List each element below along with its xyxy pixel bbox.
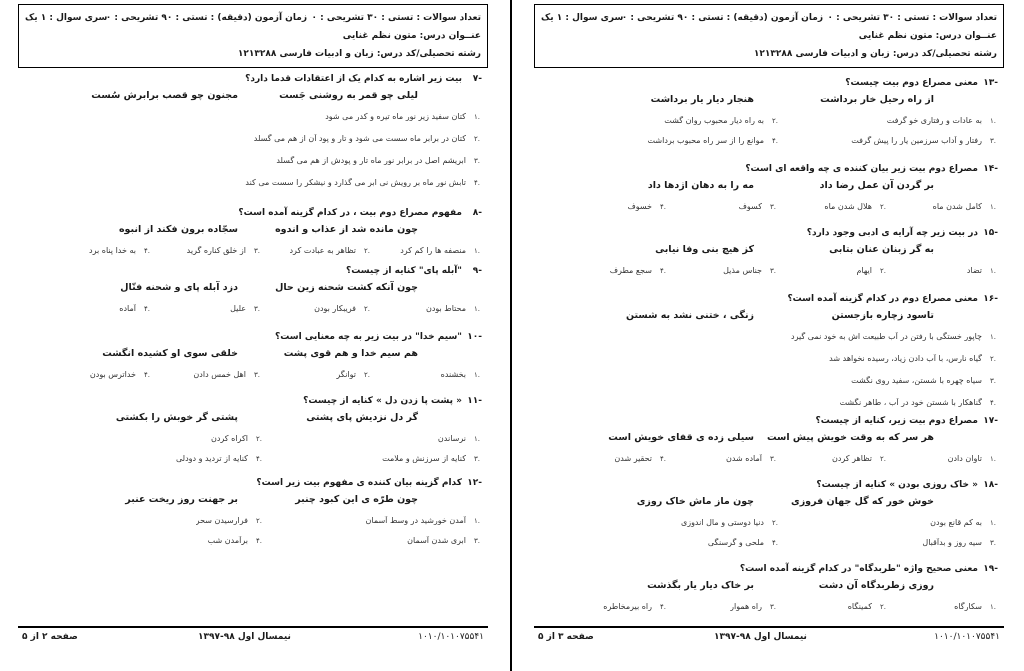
option-number: ۲. [880,603,886,611]
answer-option: سکارگاه [954,602,982,611]
answer-option: تظاهر کردن [831,454,872,463]
option-number: ۱. [990,603,996,611]
option-number: ۲. [880,267,886,275]
answer-option: سجع مطرف [609,266,652,275]
verse-first-hemistich: گر دل نزدیش پای پشتی [306,412,418,423]
footer-rule [18,626,488,628]
question-number: ۱۲- [467,478,482,488]
series-label: سری سوال : ۱ یک [25,13,108,23]
option-number: ۳. [254,305,260,313]
question-text: مصراع دوم بیت زیر، کنایه از چیست؟ [815,416,978,426]
footer-rule [534,626,1004,628]
answer-option: برآمدن شب [207,536,248,545]
option-number: ۴. [660,267,666,275]
answer-option: فریبکار بودن [314,304,356,313]
question-text: معنی مصراع دوم بیت چیست؟ [845,78,978,88]
answer-option: خداترس بودن [89,370,136,379]
answer-option: بخشنده [440,370,466,379]
answer-option: جناس مذیل [723,266,762,275]
question-number: ۱۷- [983,416,998,426]
exam-page-3 [534,4,1004,664]
answer-option: تحقیر شدن [614,454,652,463]
question-number: ۱۱- [467,396,482,406]
verse-second-hemistich: بر جهنت روز ریخت عنبر [125,494,238,505]
verse-second-hemistich: زنگی ، ختنی نشد به شستن [625,310,754,321]
verse-first-hemistich: از راه رحیل خار برداشت [820,94,934,105]
answer-option: کتان سفید زیر نور ماه تیره و کدر می شود [325,112,466,121]
option-number: ۴. [660,455,666,463]
exam-code: ۱۰۱۰/۱۰۱۰۷۵۵۴۱ [418,632,484,642]
option-number: ۱. [474,435,480,443]
answer-option: کامل شدن ماه [932,202,982,211]
option-number: ۱. [474,517,480,525]
answer-option: تاوان دادن [947,454,982,463]
verse-first-hemistich: هر سر که به وقت خویش پیش است [766,432,934,443]
answer-option: محتاط بودن [425,304,466,313]
answer-option: اهل خمس دادن [193,370,246,379]
verse-first-hemistich: روزی زطربدگاه آن دشت [818,580,934,591]
answer-option: آمدن خورشید در وسط آسمان [365,516,466,525]
verse-second-hemistich: سیلی زده ی قفای خویش است [608,432,754,443]
option-number: ۱. [990,455,996,463]
option-number: ۳. [770,203,776,211]
answer-option: موانع را از سر راه محبوب برداشت [647,136,764,145]
question-count: تعداد سوالات : تستی : ۳۰ تشریحی : ۰ [827,13,997,23]
answer-option: تابش نور ماه بر رویش نی ابر می گذارد و نیشکر را سست می کند [245,178,466,187]
answer-option: ابریشم اصل در برابر نور ماه تار و پودش از هم می گسلد [276,156,466,165]
answer-option: به خدا پناه برد [89,246,136,255]
question-number: ۱۶- [983,294,998,304]
option-number: ۳. [770,267,776,275]
header-frame [534,4,1004,68]
answer-option: به راه دیار محبوب روان گشت [664,116,764,125]
question-text: « خاک روزی بودن » کنایه از چیست؟ [816,480,978,490]
term-label: نیمسال اول ۹۸-۱۳۹۷ [198,632,291,642]
option-number: ۲. [364,305,370,313]
exam-code: ۱۰۱۰/۱۰۱۰۷۵۵۴۱ [934,632,1000,642]
exam-time: زمان آزمون (دقیقه) : تستی : ۹۰ تشریحی : ۰ [105,13,307,23]
option-number: ۳. [254,247,260,255]
verse-second-hemistich: دزد آبله پای و شحنه فتّال [120,282,238,293]
field-code: رشته تحصیلی/کد درس: زبان و ادبیات فارسی ۱۲۱۳۲۸۸ [753,49,997,59]
verse-first-hemistich: چون طرّه ی این کبود چنبر [295,494,418,505]
page-number: صفحه ۲ از ۵ [22,632,78,642]
course-title: عنــوان درس: متون نظم غنایی [342,31,481,41]
answer-option: رفتار و آداب سرزمین یار را پیش گرفت [851,136,982,145]
option-number: ۱. [474,113,480,121]
option-number: ۲. [364,247,370,255]
question-number: ۱۹- [983,564,998,574]
option-number: ۲. [772,519,778,527]
option-number: ۳. [474,157,480,165]
option-number: ۳. [770,455,776,463]
option-number: ۳. [990,539,996,547]
answer-option: منصفه ها را کم کرد [400,246,466,255]
verse-second-hemistich: کز هیچ بنی وفا نیابی [655,244,754,255]
verse-second-hemistich: خلقی سوی او کشیده انگشت [102,348,238,359]
question-number: ۱۵- [983,228,998,238]
option-number: ۳. [990,377,996,385]
verse-second-hemistich: پشتی گر خوبش را بکشتی [115,412,238,423]
question-text: مصراع دوم بیت زیر بیان کننده ی چه واقعه ای است؟ [745,164,978,174]
series-label: سری سوال : ۱ یک [541,13,624,23]
question-number: ۱۰- [467,332,482,342]
option-number: ۲. [364,371,370,379]
question-text: مفهوم مصراع دوم بیت ، در کدام گزینه آمده است؟ [238,208,462,218]
option-number: ۴. [256,537,262,545]
question-number: ۱۸- [983,480,998,490]
question-text: معنی مصراع دوم در کدام گزینه آمده است؟ [787,294,978,304]
verse-first-hemistich: به گر زبنان عنان بتابی [829,244,934,255]
question-number: ۱۴- [983,164,998,174]
option-number: ۴. [144,371,150,379]
option-number: ۴. [772,137,778,145]
question-text: « پشت پا زدن دل » کنایه از چیست؟ [303,396,462,406]
answer-option: کسوف [738,202,762,211]
answer-option: علیل [230,304,246,313]
answer-option: دنیا دوستی و مال اندوزی [680,518,764,527]
option-number: ۲. [880,203,886,211]
option-number: ۱. [990,117,996,125]
option-number: ۲. [772,117,778,125]
option-number: ۲. [474,135,480,143]
option-number: ۴. [256,455,262,463]
answer-option: اکراه کردن [210,434,248,443]
option-number: ۲. [990,355,996,363]
answer-option: کنایه از تردید و دودلی [175,454,248,463]
option-number: ۱. [474,247,480,255]
verse-second-hemistich: سجّاده برون فکند از انبوه [118,224,238,235]
answer-option: گیاه نارس، با آب دادن زیاد، رسیده نخواهد شد [829,354,982,363]
question-text: معنی صحیح واژه "طربدگاه" در کدام گزینه آمده است؟ [739,564,978,574]
answer-option: کتان در برابر ماه سست می شود و تار و پود آن از هم می گسلد [253,134,466,143]
answer-option: راه بیرمخاطره [603,602,652,611]
answer-option: تظاهر به عبادت کرد [289,246,356,255]
header-frame [18,4,488,68]
verse-second-hemistich: مه را به دهان اژدها داد [647,180,754,191]
question-text: در بیت زیر چه آرایه ی ادبی وجود دارد؟ [806,228,978,238]
verse-first-hemistich: چون آنکه کشت شحنه زین حال [275,282,418,293]
answer-option: به کم قانع بودن [930,518,982,527]
verse-first-hemistich: خوش خور که گل جهان فروزی [790,496,934,507]
term-label: نیمسال اول ۹۸-۱۳۹۷ [714,632,807,642]
question-number: ۸- [472,208,482,218]
answer-option: چاپور خستگی با رفتن در آب طبیعت اش به خود نمی گیرد [791,332,982,341]
option-number: ۲. [880,455,886,463]
answer-option: فرارسیدن سحر [195,516,248,525]
question-number: ۷- [472,74,482,84]
option-number: ۴. [144,305,150,313]
option-number: ۱. [990,333,996,341]
verse-first-hemistich: هم سیم خدا و هم قوی پشت [283,348,418,359]
verse-first-hemistich: بر گردن آن عمل رضا داد [819,180,934,191]
answer-option: آماده شدن [725,454,762,463]
answer-option: راه هموار [730,602,762,611]
answer-option: از خلق کناره گرید [186,246,246,255]
verse-first-hemistich: تاسود زچاره بازجستن [831,310,934,321]
option-number: ۴. [144,247,150,255]
answer-option: خسوف [627,202,652,211]
question-text: "سیم خدا" در بیت زیر به چه معنایی است؟ [275,332,462,342]
answer-option: نرساندن [437,434,466,443]
verse-second-hemistich: چون ماز ماش خاک روزی [636,496,754,507]
option-number: ۳. [474,455,480,463]
course-title: عنــوان درس: متون نظم غنایی [858,31,997,41]
answer-option: تضاد [966,266,982,275]
page-divider [510,0,512,671]
option-number: ۴. [772,539,778,547]
option-number: ۲. [256,435,262,443]
verse-second-hemistich: بر خاک دیار یار بگذشت [647,580,754,591]
option-number: ۴. [660,603,666,611]
verse-first-hemistich: لیلی چو قمر به روشنی جَست [279,90,418,101]
option-number: ۱. [474,305,480,313]
option-number: ۱. [474,371,480,379]
question-count: تعداد سوالات : تستی : ۳۰ تشریحی : ۰ [311,13,481,23]
answer-option: ملحی و گرسنگی [707,538,764,547]
answer-option: کمینگاه [847,602,872,611]
answer-option: آماده [119,304,136,313]
verse-second-hemistich: مجنون چو قصب برابرش سُست [91,90,238,101]
question-number: ۹- [472,266,482,276]
question-text: بیت زیر اشاره به کدام یک از اعتقادات قدما دارد؟ [245,74,462,84]
verse-second-hemistich: هنجار دیار یار برداشت [650,94,754,105]
answer-option: به عادات و رفتاری خو گرفت [886,116,982,125]
answer-option: هلال شدن ماه [824,202,872,211]
answer-option: گناهکار با شستن خود در آب ، طاهر نگشت [839,398,982,407]
question-number: ۱۳- [983,78,998,88]
option-number: ۱. [990,519,996,527]
option-number: ۳. [990,137,996,145]
page-number: صفحه ۳ از ۵ [538,632,594,642]
exam-time: زمان آزمون (دقیقه) : تستی : ۹۰ تشریحی : ۰ [621,13,823,23]
option-number: ۳. [254,371,260,379]
answer-option: سیه روز و بدآقبال [922,538,982,547]
answer-option: کنایه از سرزنش و ملامت [382,454,466,463]
option-number: ۴. [990,399,996,407]
option-number: ۱. [990,267,996,275]
option-number: ۱. [990,203,996,211]
option-number: ۳. [770,603,776,611]
option-number: ۲. [256,517,262,525]
question-text: کدام گزینه بیان کننده ی مفهوم بیت زیر است؟ [256,478,462,488]
verse-first-hemistich: چون مانده شد از عذاب و اندوه [275,224,418,235]
option-number: ۴. [660,203,666,211]
option-number: ۴. [474,179,480,187]
answer-option: ایهام [856,266,872,275]
option-number: ۳. [474,537,480,545]
answer-option: توانگر [336,370,356,379]
exam-page-2 [18,4,488,664]
answer-option: سیاه چهره با شستن، سفید روی نگشت [851,376,982,385]
question-text: "آبله پای" کنایه از چیست؟ [346,266,462,276]
answer-option: ابری شدن آسمان [407,536,466,545]
field-code: رشته تحصیلی/کد درس: زبان و ادبیات فارسی ۱۲۱۳۲۸۸ [237,49,481,59]
